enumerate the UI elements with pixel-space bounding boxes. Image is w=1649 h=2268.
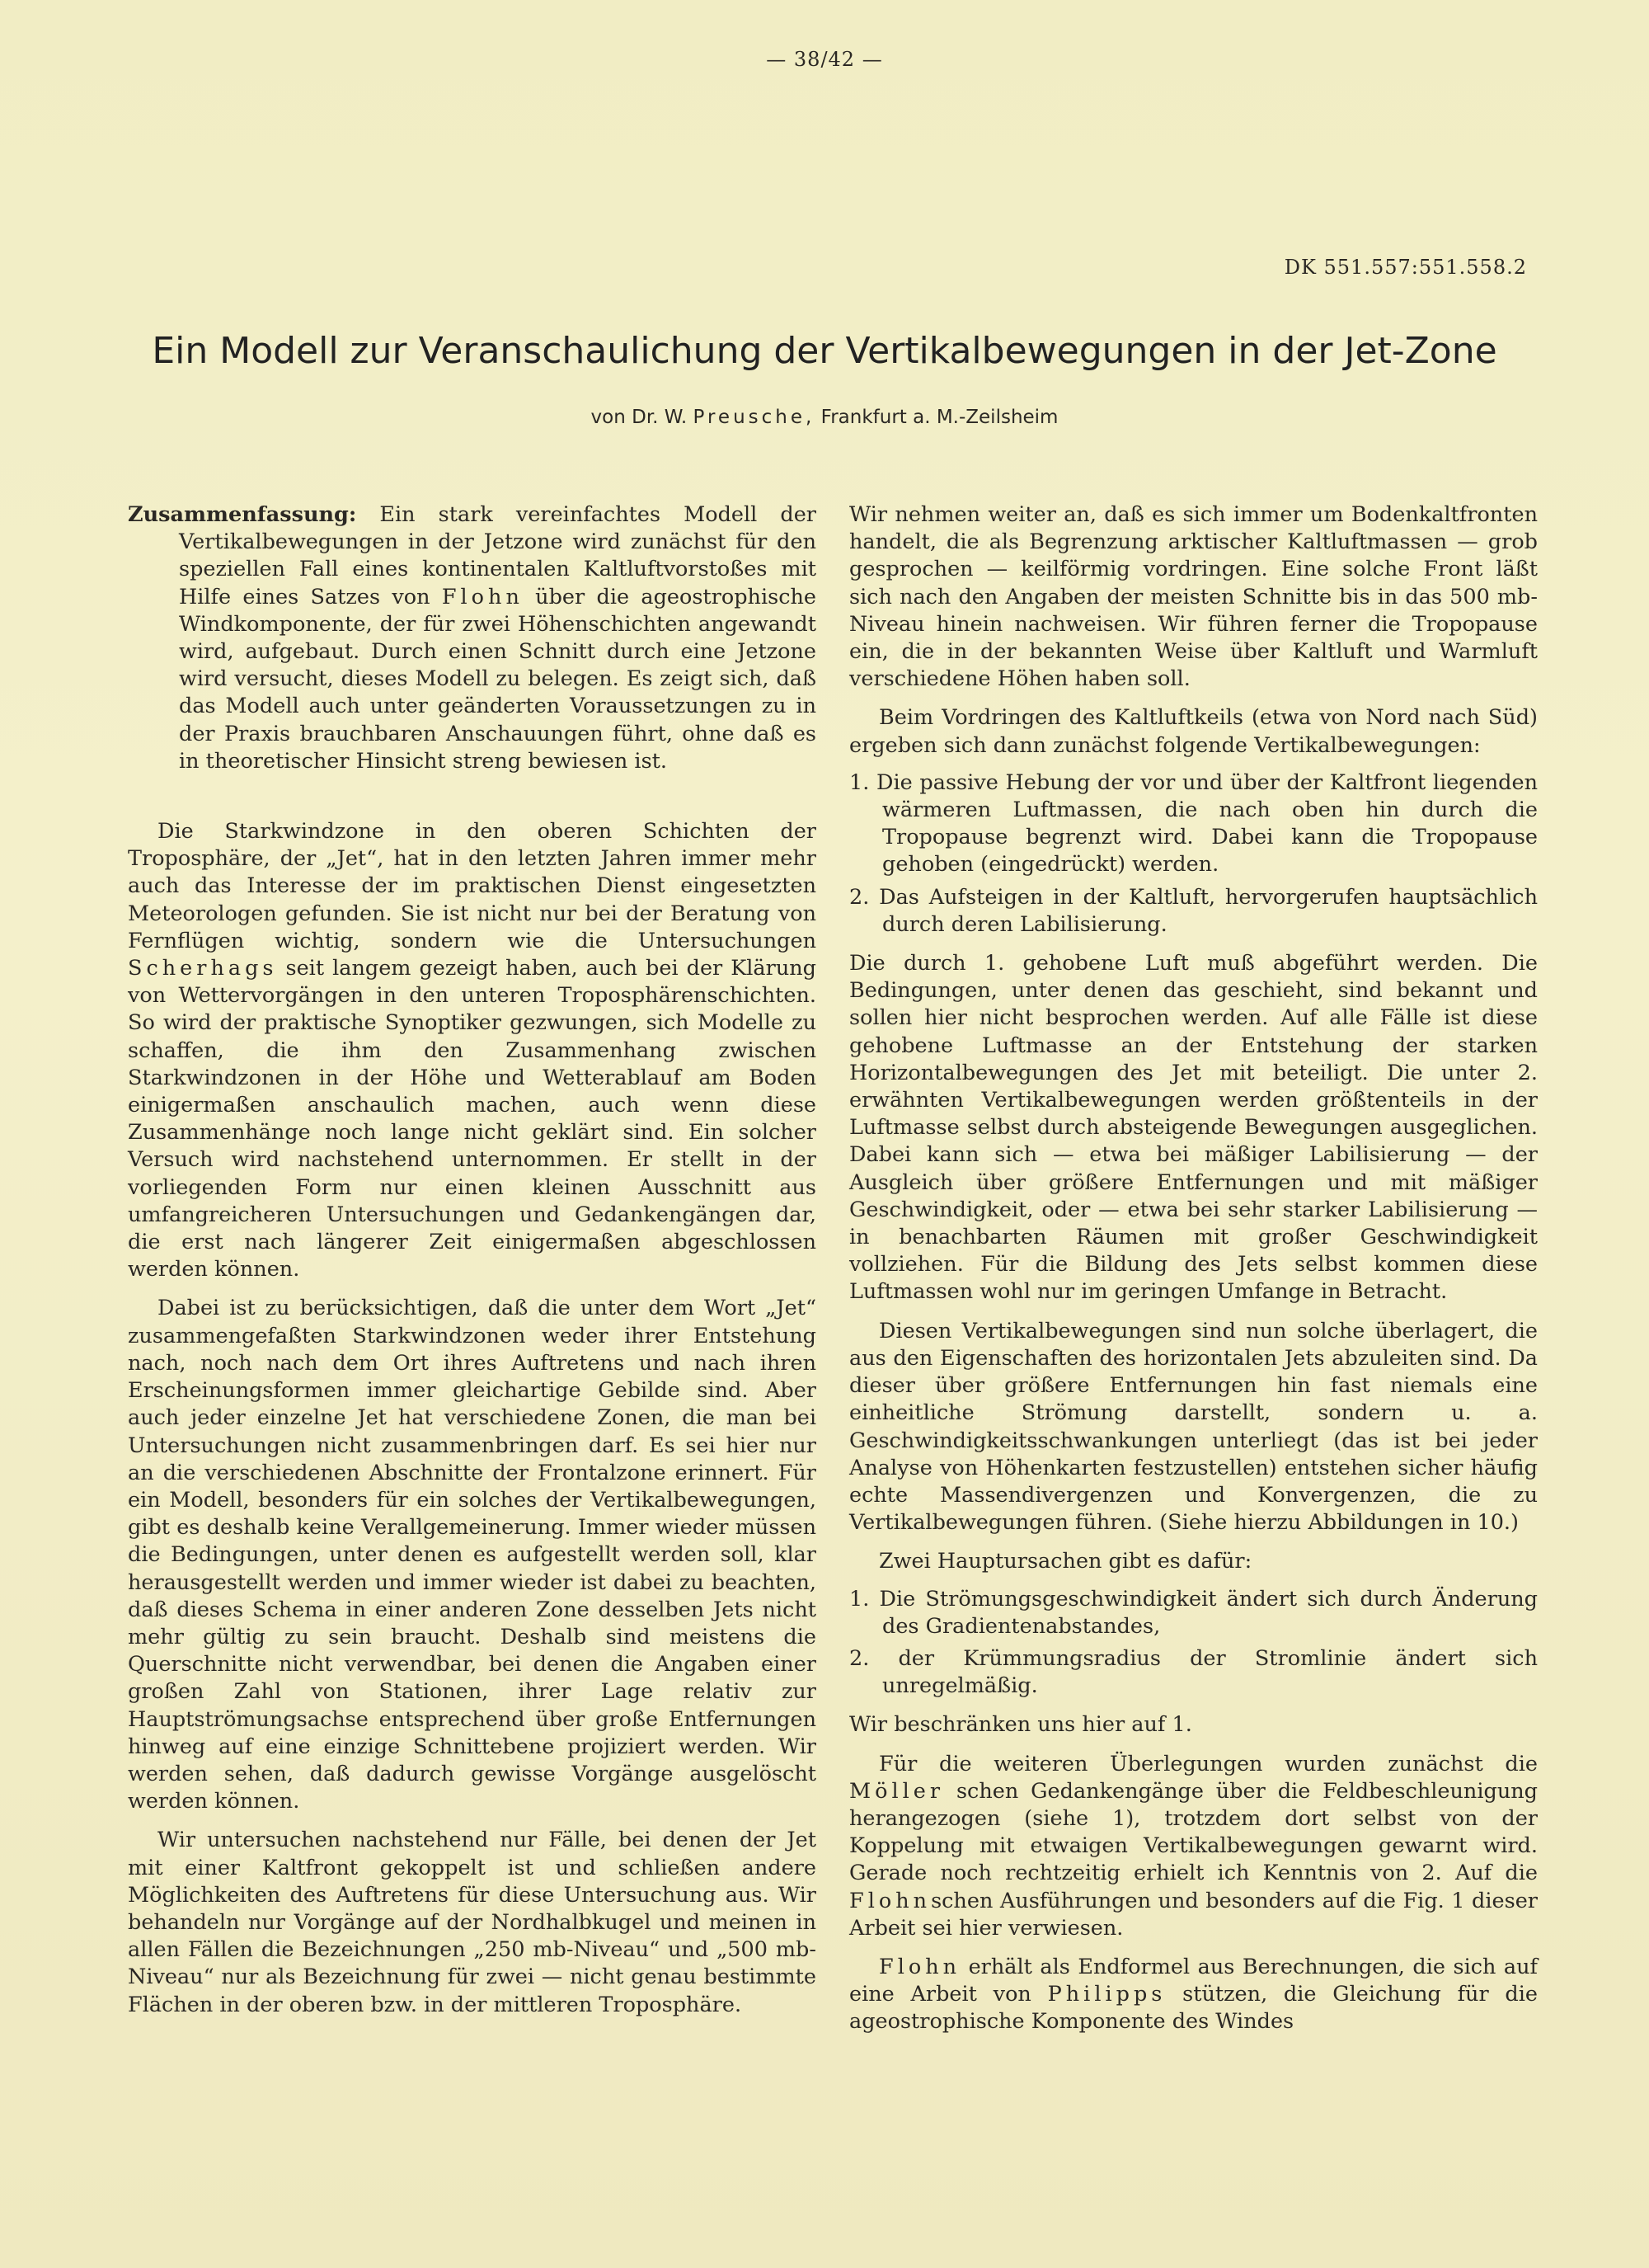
paragraph bbox=[849, 1751, 1538, 1942]
page-number: — 38/42 — bbox=[766, 48, 883, 71]
paragraph: Die durch 1. gehobene Luft muß abgeführt werden. Die Bedingungen, unter denen das geschieht, sind bekannt und sollen hier nicht besprochen werden. Auf alle Fälle ist diese gehobene Luftmasse an der Entstehung der starken Horizontalbewegungen des Jet mit beteiligt. Die unter 2. erwähnten Vertikalbewegungen werden größtenteils in der Luftmasse selbst durch absteigende Bewegungen ausgeglichen. Dabei kann sich — etwa bei mäßiger Labilisierung — der Ausgleich über größere Entfernungen und mit mäßiger Geschwindigkeit, oder — etwa bei sehr starker Labilisierung — in benachbarten Räumen mit großer Geschwindigkeit vollziehen. Für die Bildung des Jets selbst kommen diese Luftmassen wohl nur im geringen Umfange in Betracht. bbox=[849, 951, 1538, 1305]
list-item: 2. Das Aufsteigen in der Kaltluft, hervorgerufen hauptsächlich durch deren Labilisierung. bbox=[849, 884, 1538, 937]
paragraph-text: erhält als Endformel aus Berechnungen, die sich auf eine Arbeit von bbox=[849, 1954, 1538, 2007]
author-ref-flohn: Flohn bbox=[849, 1888, 932, 1913]
author-ref-moeller: Möller bbox=[849, 1778, 945, 1804]
paragraph: Wir untersuchen nachstehend nur Fälle, bei denen der Jet mit einer Kaltfront gekoppelt ist und schließen andere Möglichkeiten des Auftretens für diese Untersuchung aus. Wir behandeln nur Vorgänge auf der Nordhalbkugel und meinen in allen Fällen die Bezeichnungen „250 mb-Niveau“ und „500 mb-Niveau“ nur als Bezeichnung für zwei — nicht genau bestimmte Flächen in der oberen bzw. in der mittleren Troposphäre. bbox=[128, 1828, 816, 2017]
author-name: Preusche, bbox=[693, 407, 815, 428]
paragraph: Wir nehmen weiter an, daß es sich immer um Bodenkaltfronten handelt, die als Begrenzung arktischer Kaltluftmassen — grob gesprochen — keilförmig vordringen. Eine solche Front läßt sich nach den Angaben der meisten Schnitte bis in das 500 mb-Niveau hinein nachweisen. Wir führen ferner die Tropopause ein, die in der bekannten Weise über Kaltluft und Warmluft verschiedene Höhen haben soll. bbox=[849, 502, 1538, 692]
abstract-name-flohn: Flohn bbox=[441, 584, 524, 609]
paragraph-text: Für die weiteren Überlegungen wurden zunächst die bbox=[879, 1751, 1538, 1776]
list-item: 1. Die Strömungsgeschwindigkeit ändert sich durch Änderung des Gradientenabstandes, bbox=[849, 1586, 1538, 1639]
author-ref-philipps: Philipps bbox=[1047, 1982, 1167, 2007]
abstract-label: Zusammenfassung: bbox=[128, 502, 357, 527]
numbered-list bbox=[849, 1586, 1538, 1701]
byline-suffix: Frankfurt a. M.-Zeilsheim bbox=[820, 407, 1059, 428]
paragraph-text: stützen, die Gleichung für die ageostrophische Komponente des Windes bbox=[849, 1982, 1538, 2035]
list-item: 1. Die passive Hebung der vor und über der Kaltfront liegenden wärmeren Luftmassen, die nach oben hin durch die Tropopause begrenzt wird. Dabei kann die Tropopause gehoben (eingedrückt) werden. bbox=[849, 769, 1538, 878]
paragraph-text: schen Gedankengänge über die Feldbeschleunigung herangezogen (siehe 1), trotzdem dort selbst von der Koppelung mit etwaigen Vertikalbewegungen gewarnt wird. Gerade noch rechtzeitig erhielt ich Kenntnis von 2. Auf die bbox=[849, 1778, 1538, 1886]
author-ref-scherhag: Scherhags bbox=[128, 956, 278, 981]
paragraph-text: seit langem gezeigt haben, auch bei der Klärung von Wettervorgängen in den unteren Troposphärenschichten. So wird der praktische Synoptiker gezwungen, sich Modelle zu schaffen, die ihm den Zusammenhang zwischen Starkwindzonen in der Höhe und Wetterablauf am Boden einigermaßen anschaulich machen, auch wenn diese Zusammenhänge noch lange nicht geklärt sind. Ein solcher Versuch wird nachstehend unternommen. Er stellt in der vorliegenden Form nur einen kleinen Ausschnitt aus umfangreicheren Untersuchungen und Gedankengängen dar, die erst nach längerer Zeit einigermaßen abgeschlossen werden können. bbox=[128, 956, 816, 1282]
byline bbox=[0, 407, 1649, 428]
list-item: 2. der Krümmungsradius der Stromlinie ändert sich unregelmäßig. bbox=[849, 1645, 1538, 1699]
paragraph: Dabei ist zu berücksichtigen, daß die unter dem Wort „Jet“ zusammengefaßten Starkwindzonen weder ihrer Entstehung nach, noch nach dem Ort ihres Auftretens und nach ihren Erscheinungsformen immer gleichartige Gebilde sind. Aber auch jeder einzelne Jet hat verschiedene Zonen, die man bei Untersuchungen nicht zusammenbringen darf. Es sei hier nur an die verschiedenen Abschnitte der Frontalzone erinnert. Für ein Modell, besonders für ein solches der Vertikalbewegungen, gibt es deshalb keine Verallgemeinerung. Immer wieder müssen die Bedingungen, unter denen es aufgestellt werden soll, klar herausgestellt werden und immer wieder ist dabei zu beachten, daß dieses Schema in einer anderen Zone desselben Jets nicht mehr gültig zu sein braucht. Deshalb sind meistens die Querschnitte nicht verwendbar, bei denen die Angaben einer großen Zahl von Stationen, ihrer Lage relativ zur Hauptströmungsachse entsprechend über große Entfernungen hinweg auf eine einzige Schnittebene projiziert werden. Wir werden sehen, daß dadurch gewisse Vorgänge ausgelöscht werden können. bbox=[128, 1296, 816, 1814]
abstract bbox=[128, 501, 816, 775]
paragraph: Wir beschränken uns hier auf 1. bbox=[849, 1712, 1192, 1738]
paragraph: Zwei Hauptursachen gibt es dafür: bbox=[879, 1549, 1252, 1574]
paragraph bbox=[128, 818, 816, 1283]
right-column bbox=[849, 501, 1538, 2036]
paragraph-text: schen Ausführungen und besonders auf die Fig. 1 dieser Arbeit sei hier verwiesen. bbox=[849, 1888, 1538, 1941]
author-ref-flohn: Flohn bbox=[879, 1954, 961, 1979]
left-column bbox=[128, 501, 816, 2019]
numbered-list bbox=[849, 769, 1538, 939]
abstract-text-1: Ein stark vereinfachtes Modell der Vertikalbewegungen in der Jetzone wird zunächst für den speziellen Fall eines kontinentalen Kaltluftvorstoßes mit Hilfe eines Satzes von bbox=[179, 502, 816, 609]
article-title: Ein Modell zur Veranschaulichung der Vertikalbewegungen in der Jet-Zone bbox=[152, 330, 1497, 372]
paragraph: Beim Vordringen des Kaltluftkeils (etwa von Nord nach Süd) ergeben sich dann zunächst folgende Vertikalbewegungen: bbox=[849, 705, 1538, 758]
byline-prefix: von Dr. W. bbox=[590, 407, 688, 428]
paragraph: Diesen Vertikalbewegungen sind nun solche überlagert, die aus den Eigenschaften des horizontalen Jets abzuleiten sind. Da dieser über größere Entfernungen hin fast niemals eine einheitliche Strömung darstellt, sondern u. a. Geschwindigkeitsschwankungen unterliegt (das ist bei jeder Analyse von Höhenkarten festzustellen) entstehen sicher häufig echte Massendivergenzen und Konvergenzen, die zu Vertikalbewegungen führen. (Siehe hierzu Abbildungen in 10.) bbox=[849, 1318, 1538, 1536]
paragraph-text: Die Starkwindzone in den oberen Schichten der Troposphäre, der „Jet“, hat in den letzten Jahren immer mehr auch das Interesse der im praktischen Dienst eingesetzten Meteorologen gefunden. Sie ist nicht nur bei der Beratung von Fernflügen wichtig, sondern wie die Untersuchungen bbox=[128, 819, 816, 953]
dk-classification: DK 551.557:551.558.2 bbox=[1284, 256, 1527, 279]
abstract-text-2: über die ageostrophische Windkomponente, der für zwei Höhenschichten angewandt wird, aufgebaut. Durch einen Schnitt durch eine Jetzone wird versucht, dieses Modell zu belegen. Es zeigt sich, daß das Modell auch unter geänderten Voraussetzungen zu in der Praxis brauchbaren Anschauungen führt, ohne daß es in theoretischer Hinsicht streng bewiesen ist. bbox=[179, 584, 817, 774]
paragraph bbox=[849, 1954, 1538, 2036]
